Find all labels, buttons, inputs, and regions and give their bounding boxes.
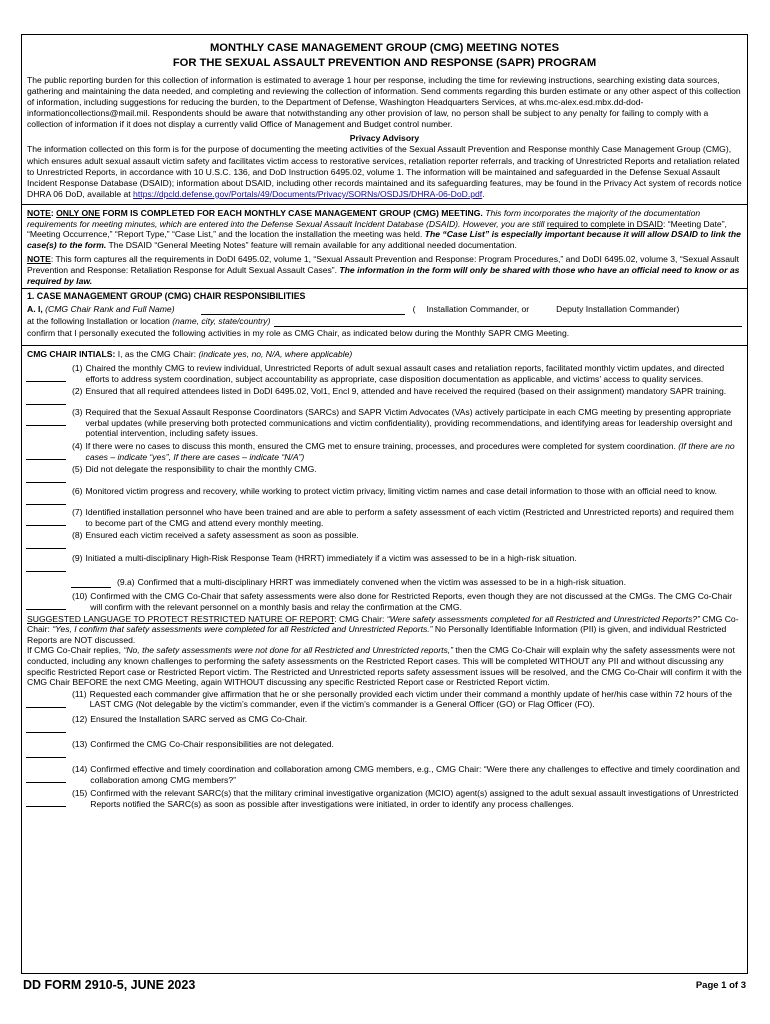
section-1-heading: 1. CASE MANAGEMENT GROUP (CMG) CHAIR RESPONSIBILITIES bbox=[27, 291, 306, 302]
deputy-commander-option: Deputy Installation Commander) bbox=[556, 304, 680, 315]
note-case-list: The “Case List” is especially important because it will allow DSAID to link the case(s) to the form. bbox=[27, 229, 741, 250]
note2-bold-italic: The information in the form will only be shared with those who have an official need to know or as required by law. bbox=[27, 264, 740, 286]
initials-field[interactable] bbox=[26, 722, 66, 733]
suggested-language bbox=[22, 613, 747, 689]
item-text: Monitored victim progress and recovery, while working to protect victim privacy, limiting victim names and case detail information to those with an official need to know. bbox=[85, 486, 717, 497]
note-italic-text: This form incorporates the majority of the documentation requirements for meeting minutes, which are entered into the Defense Sexual Assault Incident Database (DSAID). However, you are still bbox=[27, 207, 701, 229]
item-number: (11) bbox=[72, 688, 87, 699]
item-number: (7) bbox=[72, 507, 83, 518]
suggested-label: SUGGESTED LANGUAGE TO PROTECT RESTRICTED NATURE OF REPORT bbox=[27, 613, 335, 624]
item-number: (2) bbox=[72, 386, 83, 397]
item-number: (8) bbox=[72, 530, 83, 541]
suggested-text: No Personally Identifiable Information (PII) is given, and individual Restricted Reports are NOT discussed. bbox=[27, 624, 727, 645]
item-number: (1) bbox=[72, 363, 83, 374]
suggested-quote: “Yes, I confirm that safety assessments were completed for all Restricted and Unrestricted Reports.” bbox=[52, 624, 433, 635]
list-item bbox=[22, 553, 747, 572]
item-text: Initiated a multi-disciplinary High-Risk Response Team (HRRT) immediately if a victim was assessed to be in a high-risk situation. bbox=[85, 553, 577, 564]
initials-field[interactable] bbox=[26, 599, 66, 610]
initials-field[interactable] bbox=[26, 515, 66, 526]
privacy-heading: Privacy Advisory bbox=[349, 133, 420, 144]
initials-field[interactable] bbox=[26, 697, 66, 708]
item-text: Ensured the Installation SARC served as CMG Co-Chair. bbox=[90, 713, 308, 724]
location-label: at the following Installation or location bbox=[27, 316, 170, 327]
list-item bbox=[22, 386, 747, 405]
item-text-main: If there were no cases to discuss this month, ensured the CMG met to ensure training, processes, and procedures were completed for system coordination. bbox=[85, 441, 679, 452]
list-item bbox=[22, 530, 747, 549]
item-number: (9.a) bbox=[117, 577, 135, 588]
list-item bbox=[22, 486, 747, 505]
suggested-text: then the CMG Co-Chair will explain why the safety assessments were not conducted, including any known challenges to performing the safety assessments on the Restricted Report cases. This will be completed WITHOUT any PII and without discussing any specific Restricted Report case or Restricted Report victim. The Restricted and Unrestricted reports safety assessment issues will be resolved, and the CMG Co-Chair will confirm it with the CMG Chair BEFORE the next CMG Meeting, again WITHOUT discussing any specific Restricted Report case or Restricted Report victim. bbox=[27, 645, 742, 688]
item-number: (10) bbox=[72, 591, 88, 602]
item-text: Confirmed effective and timely coordination and collaboration among CMG members, e.g., CMG Chair: “Were there any challenges to effective and timely coordination and collaboration among CMG members?” bbox=[90, 763, 740, 785]
privacy-advisory bbox=[22, 144, 747, 199]
note-bold-text: FORM IS COMPLETED FOR EACH MONTHLY CASE MANAGEMENT GROUP (CMG) MEETING. bbox=[100, 207, 483, 218]
note2-text: : This form captures all the requirements in DoDI 6495.02, volume 1, “Sexual Assault Prevention and Response: Program Procedures,” and DoDI 6495.02, volume 3, “Sexual Assault Prevention and Response: Retaliation Response for Adult Sexual Assault Cases”. bbox=[27, 254, 740, 275]
chair-name-row bbox=[27, 303, 742, 315]
installation-commander-checkbox[interactable] bbox=[415, 307, 420, 315]
item-text: Required that the Sexual Assault Response Coordinators (SARCs) and SAPR Victim Advocates (VAs) actively participate in each CMG meeting by presenting appropriate verbal updates (while preserving both protected communications and victim confidentiality), providing recommendations, and identifying areas for leadership oversight and potential intervention, including safety issues. bbox=[85, 407, 733, 439]
title-line-2: FOR THE SEXUAL ASSAULT PREVENTION AND RESPONSE (SAPR) PROGRAM bbox=[172, 57, 597, 69]
initials-field[interactable] bbox=[26, 415, 66, 426]
initials-field[interactable] bbox=[26, 561, 66, 572]
list-item bbox=[22, 764, 747, 785]
item-text: Identified installation personnel who have been trained and are able to perform a safety assessment of each victim (Restricted and Unrestricted reports) and required them to become part of the CMG and attend every monthly meeting. bbox=[85, 507, 734, 528]
list-item bbox=[22, 464, 747, 483]
item-number: (6) bbox=[72, 486, 83, 497]
suggested-text: CMG Co-Chair: bbox=[27, 613, 739, 635]
initials-text: I, as the CMG Chair: bbox=[115, 349, 199, 360]
note-plain-text: : “Meeting Date”, “Meeting Occurrence,” “Report Type,” “Case List,” and the location the installation the meeting was held. bbox=[27, 218, 727, 240]
privacy-end: . bbox=[482, 188, 485, 199]
deputy-commander-checkbox[interactable] bbox=[545, 307, 550, 315]
suggested-text: : CMG Chair: bbox=[334, 613, 387, 624]
item-number: (5) bbox=[72, 464, 83, 475]
list-item bbox=[22, 739, 747, 758]
note-dodi bbox=[22, 252, 747, 288]
form-title bbox=[22, 35, 747, 71]
privacy-text: The information collected on this form is for the purpose of documenting the meeting activities of the Sexual Assault Prevention and Response monthly Case Management Group (CMG), which ensures adult sexual assault victim safety and facilitates victim access to restorative services, retaliation reporter referrals, and tracking of Unrestricted Reports and retaliation related to Unrestricted Reports, in accordance with 10 U.S.C. 136, and DoD Instruction 6495.02, volume 1. The information will be maintained and safeguarded in the Defense Sexual Assault Incident Response Database (DSAID); information about DSAID, including other records maintained and its safeguarding features, may be found in the Privacy Act system of records notice DHRA 06 DoD, available at bbox=[27, 144, 742, 199]
initials-field[interactable] bbox=[26, 494, 66, 505]
chair-name-hint: (CMG Chair Rank and Full Name) bbox=[45, 304, 175, 315]
initials-field[interactable] bbox=[71, 577, 111, 588]
list-item bbox=[22, 507, 747, 528]
list-item bbox=[22, 591, 747, 612]
form-frame bbox=[21, 34, 748, 974]
item-text: Ensured each victim received a safety assessment as soon as possible. bbox=[85, 530, 359, 541]
form-number: DD FORM 2910-5, JUNE 2023 bbox=[23, 978, 196, 992]
note-only-one-form bbox=[22, 205, 747, 252]
initials-field[interactable] bbox=[26, 472, 66, 483]
note2-label: NOTE bbox=[27, 254, 51, 265]
note-required-dsaid: required to complete in DSAID bbox=[546, 218, 663, 229]
initials-label: CMG CHAIR INTIALS: bbox=[27, 349, 116, 360]
initials-field[interactable] bbox=[26, 772, 66, 783]
initials-field[interactable] bbox=[26, 449, 66, 460]
item-text bbox=[86, 441, 741, 462]
initials-field[interactable] bbox=[26, 747, 66, 758]
list-item bbox=[22, 363, 747, 384]
location-hint: (name, city, state/country) bbox=[172, 316, 271, 327]
initials-hint: (indicate yes, no, N/A, where applicable) bbox=[198, 349, 353, 360]
list-item bbox=[22, 714, 747, 733]
sub-item-9a bbox=[22, 577, 747, 588]
open-paren: ( bbox=[412, 304, 416, 315]
items-list-b bbox=[22, 689, 747, 810]
chair-name-field[interactable] bbox=[201, 304, 405, 315]
suggested-text: If CMG Co-Chair replies, bbox=[27, 645, 124, 656]
page-number: Page 1 of 3 bbox=[695, 980, 746, 991]
note-general-notes: The DSAID “General Meeting Notes” feature will remain available for any additional needed documentation. bbox=[106, 239, 517, 250]
item-text: Confirmed with the relevant SARC(s) that the military criminal investigative organization (MCIO) agent(s) assigned to the adult sexual assault investigations of Unrestricted Reports notified the SARC(s) as soon as possible after investigations were initiated, in order to identify any process challenges. bbox=[90, 788, 739, 809]
item-number: (13) bbox=[72, 738, 88, 749]
suggested-quote: “No, the safety assessments were not done for all Restricted and Unrestricted reports,” bbox=[123, 645, 454, 656]
suggested-quote: “Were safety assessments completed for all Restricted and Unrestricted Reports?” bbox=[386, 613, 700, 624]
burden-statement: The public reporting burden for this collection of information is estimated to average 1 hour per response, including the time for reviewing instructions, searching existing data sources, gathering and maintaining the data needed, and completing and reviewing the collection of information. Send comments regarding this burden estimate or any other aspect of this collection of information, including suggestions for reducing the burden, to the Department of Defense, Washington Headquarters Services, at whs.mc-alex.esd.mbx.dd-dod-informationcollections@mail.mil. Respondents should be aware that notwithstanding any other provision of law, no person shall be subject to any penalty for failing to comply with a collection of information if it does not display a currently valid Office of Management and Budget control number. bbox=[27, 75, 741, 130]
list-item bbox=[22, 407, 747, 439]
initials-field[interactable] bbox=[26, 394, 66, 405]
chair-block bbox=[22, 303, 747, 339]
item-number: (3) bbox=[72, 407, 83, 418]
item-text-italic: (If there are no cases – indicate “yes”, If there are cases – indicate “N/A”) bbox=[85, 441, 735, 462]
list-item bbox=[22, 788, 747, 809]
item-text: Ensured that all required attendees listed in DoDI 6495.02, Vol1, Encl 9, attended and have received the required (based on their assignment) mandatory SAPR training. bbox=[85, 386, 727, 397]
list-item bbox=[22, 689, 747, 710]
list-item bbox=[22, 441, 747, 462]
location-field[interactable] bbox=[274, 316, 742, 327]
item-number: (4) bbox=[72, 441, 83, 452]
title-line-1: MONTHLY CASE MANAGEMENT GROUP (CMG) MEETING NOTES bbox=[209, 42, 560, 54]
item-number: (15) bbox=[72, 788, 88, 799]
privacy-link[interactable]: https://dpcld.defense.gov/Portals/49/Documents/Privacy/SORNs/OSDJS/DHRA-06-DoD.pdf bbox=[133, 188, 483, 199]
item-number: (14) bbox=[72, 763, 88, 774]
note-only-one: ONLY ONE bbox=[56, 207, 101, 218]
item-text: Confirmed that a multi-disciplinary HRRT was immediately convened when the victim was assessed to be in a high-risk situation. bbox=[137, 577, 626, 588]
item-number: (12) bbox=[72, 713, 88, 724]
note-label: NOTE bbox=[27, 207, 51, 218]
item-text: Chaired the monthly CMG to review individual, Unrestricted Reports of adult sexual assault cases and retaliation reports, facilitated monthly victim updates, and directed efforts to address system coordination, subject accountability as appropriate, case disposition documentation as applicable, and victims’ access to quality services. bbox=[85, 363, 725, 384]
item-text: Confirmed with the CMG Co-Chair that safety assessments were also done for Restricted Reports, even though they are not discussed at the CMGs. The CMG Co-Chair will confirm with the relevant personnel on a monthly basis and relay the confirmation at the CMG. bbox=[90, 591, 733, 613]
items-list-a bbox=[22, 363, 747, 572]
item-text: Confirmed the CMG Co-Chair responsibilities are not delegated. bbox=[90, 738, 334, 749]
item-text: Did not delegate the responsibility to chair the monthly CMG. bbox=[85, 464, 317, 475]
initials-field[interactable] bbox=[26, 796, 66, 807]
installation-commander-option: Installation Commander, or bbox=[426, 304, 530, 315]
confirm-statement: confirm that I personally executed the following activities in my role as CMG Chair, as indicated below during the Monthly SAPR CMG Meeting. bbox=[27, 328, 570, 339]
initials-field[interactable] bbox=[26, 538, 66, 549]
item-text: Requested each commander give affirmation that he or she personally provided each victim under their command a monthly update of her/his case within 72 hours of the LAST CMG (Not delegable by the victim’s commander, even if the victim’s commander is a General Officer (GO) or Flag Officer (FO). bbox=[89, 688, 732, 710]
initials-field[interactable] bbox=[26, 371, 66, 382]
section-a-label: A. I, bbox=[27, 304, 43, 315]
item-number: (9) bbox=[72, 553, 83, 564]
location-row bbox=[27, 315, 742, 327]
initials-heading bbox=[22, 346, 747, 363]
note-colon: : bbox=[50, 207, 57, 218]
